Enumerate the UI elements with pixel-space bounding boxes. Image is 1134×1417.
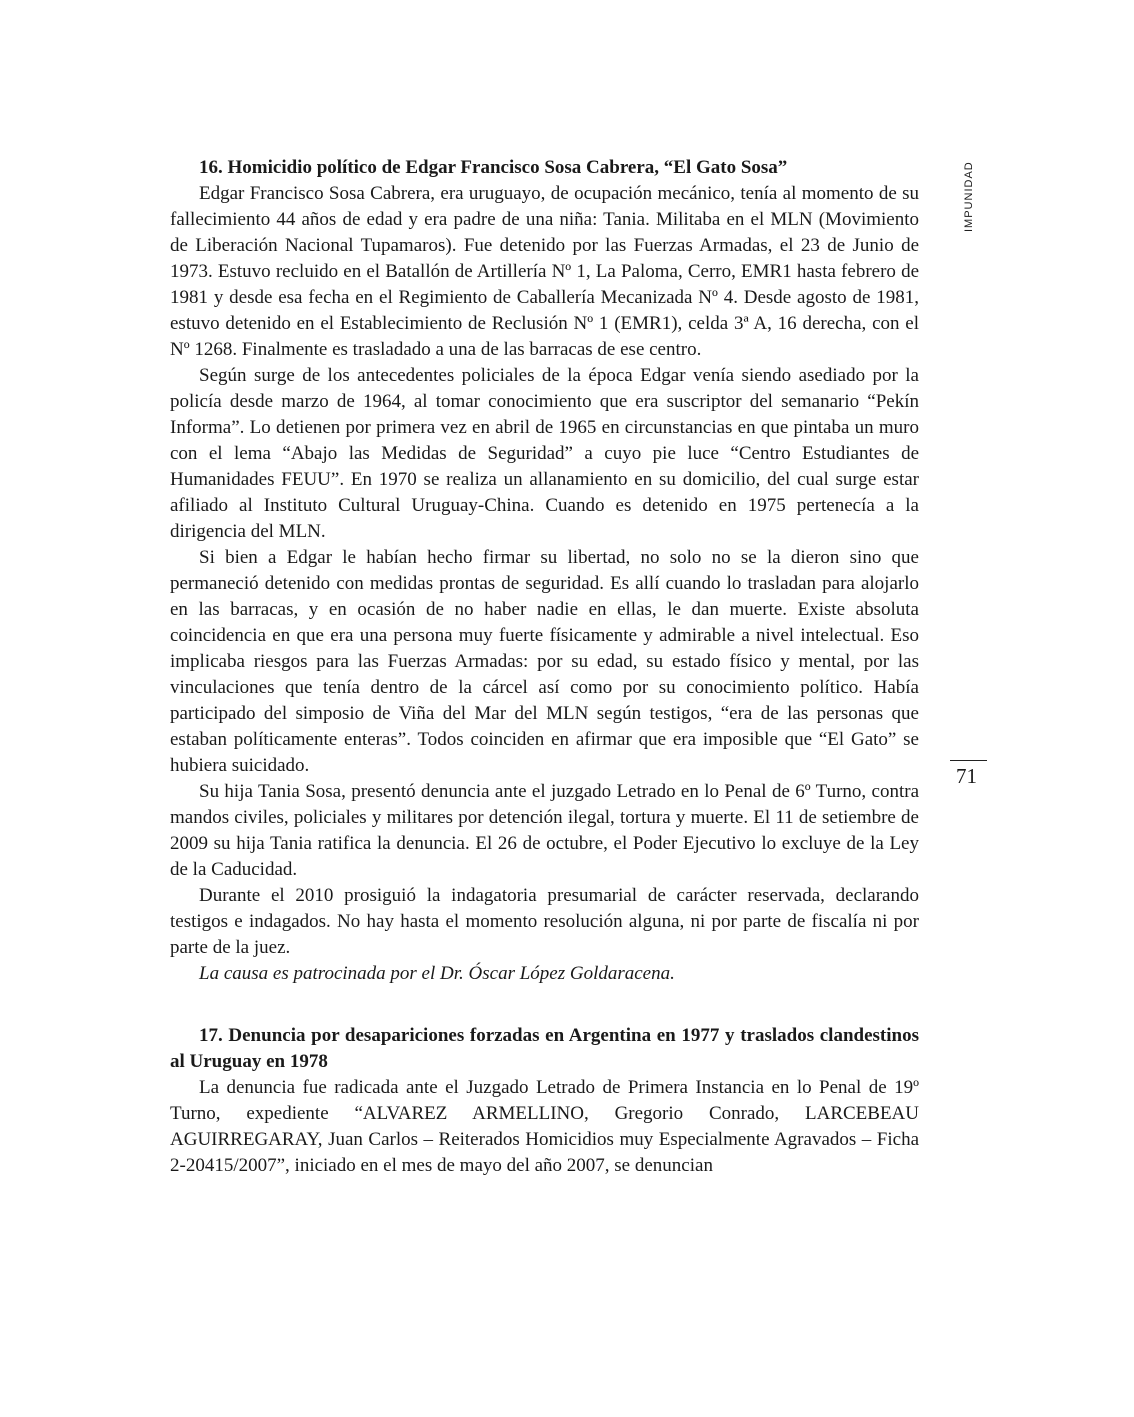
running-head-text: IMPUNIDAD	[963, 161, 975, 232]
section-17-heading: 17. Denuncia por desapariciones forzadas en Argentina en 1977 y traslados clandestinos al Uruguay en 1978	[170, 1025, 919, 1072]
section-16-paragraph-1: Edgar Francisco Sosa Cabrera, era uruguayo, de ocupación mecánico, tenía al momento de su fallecimiento 44 años de edad y era padre de una niña: Tania. Militaba en el MLN (Movimiento de Liberación Nacional Tupamaros). Fue detenido por las Fuerzas Armadas, el 23 de Junio de 1973. Estuvo recluido en el Batallón de Artillería Nº 1, La Paloma, Cerro, EMR1 hasta febrero de 1981 y desde esa fecha en el Regimiento de Caballería Mecanizada Nº 4. Desde agosto de 1981, estuvo detenido en el Establecimiento de Reclusión Nº 1 (EMR1), celda 3ª A, 16 derecha, con el Nº 1268. Finalmente es trasladado a una de las barracas de ese centro.	[170, 183, 919, 360]
running-head	[947, 157, 973, 237]
page-number: 71	[956, 764, 977, 788]
section-17-paragraph-1: La denuncia fue radicada ante el Juzgado Letrado de Primera Instancia en lo Penal de 19º Turno, expediente “ALVAREZ ARMELLINO, Gregorio Conrado, LARCEBEAU AGUIRREGARAY, Juan Carlos – Reiterados Homicidios muy Especialmente Agravados – Ficha 2-20415/2007”, iniciado en el mes de mayo del año 2007, se denuncian	[170, 1077, 919, 1176]
section-16-paragraph-4: Su hija Tania Sosa, presentó denuncia ante el juzgado Letrado en lo Penal de 6º Turno, contra mandos civiles, policiales y militares por detención ilegal, tortura y muerte. El 11 de setiembre de 2009 su hija Tania ratifica la denuncia. El 26 de octubre, el Poder Ejecutivo lo excluye de la Ley de la Caducidad.	[170, 781, 919, 880]
body-text	[170, 155, 919, 1179]
section-16-heading: 16. Homicidio político de Edgar Francisco Sosa Cabrera, “El Gato Sosa”	[199, 157, 788, 178]
section-16-paragraph-2: Según surge de los antecedentes policiales de la época Edgar venía siendo asediado por la policía desde marzo de 1964, al tomar conocimiento que era suscriptor del semanario “Pekín Informa”. Lo detienen por primera vez en abril de 1965 en circunstancias en que pintaba un muro con el lema “Abajo las Medidas de Seguridad” a cuyo pie luce “Centro Estudiantes de Humanidades FEUU”. En 1970 se realiza un allanamiento en su domicilio, del cual surge estar afiliado al Instituto Cultural Uruguay-China. Cuando es detenido en 1975 pertenecía a la dirigencia del MLN.	[170, 365, 919, 542]
section-16-paragraph-3: Si bien a Edgar le habían hecho firmar su libertad, no solo no se la dieron sino que permaneció detenido con medidas prontas de seguridad. Es allí cuando lo trasladan para alojarlo en las barracas, y en ocasión de no haber nadie en ellas, le dan muerte. Existe absoluta coincidencia en que era una persona muy fuerte físicamente y admirable a nivel intelectual. Eso implicaba riesgos para las Fuerzas Armadas: por su edad, su estado físico y mental, por las vinculaciones que tenía dentro de la cárcel así como por su conocimiento político. Había participado del simposio de Viña del Mar del MLN según testigos, “era de las personas que estaban políticamente enteras”. Todos coinciden en afirmar que era imposible que “El Gato” se hubiera suicidado.	[170, 547, 919, 776]
section-16-closing-note: La causa es patrocinada por el Dr. Óscar López Goldaracena.	[199, 963, 675, 984]
page-number-rule	[950, 760, 987, 761]
section-16-paragraph-5: Durante el 2010 prosiguió la indagatoria presumarial de carácter reservada, declarando testigos e indagados. No hay hasta el momento resolución alguna, ni por parte de fiscalía ni por parte de la juez.	[170, 885, 919, 958]
